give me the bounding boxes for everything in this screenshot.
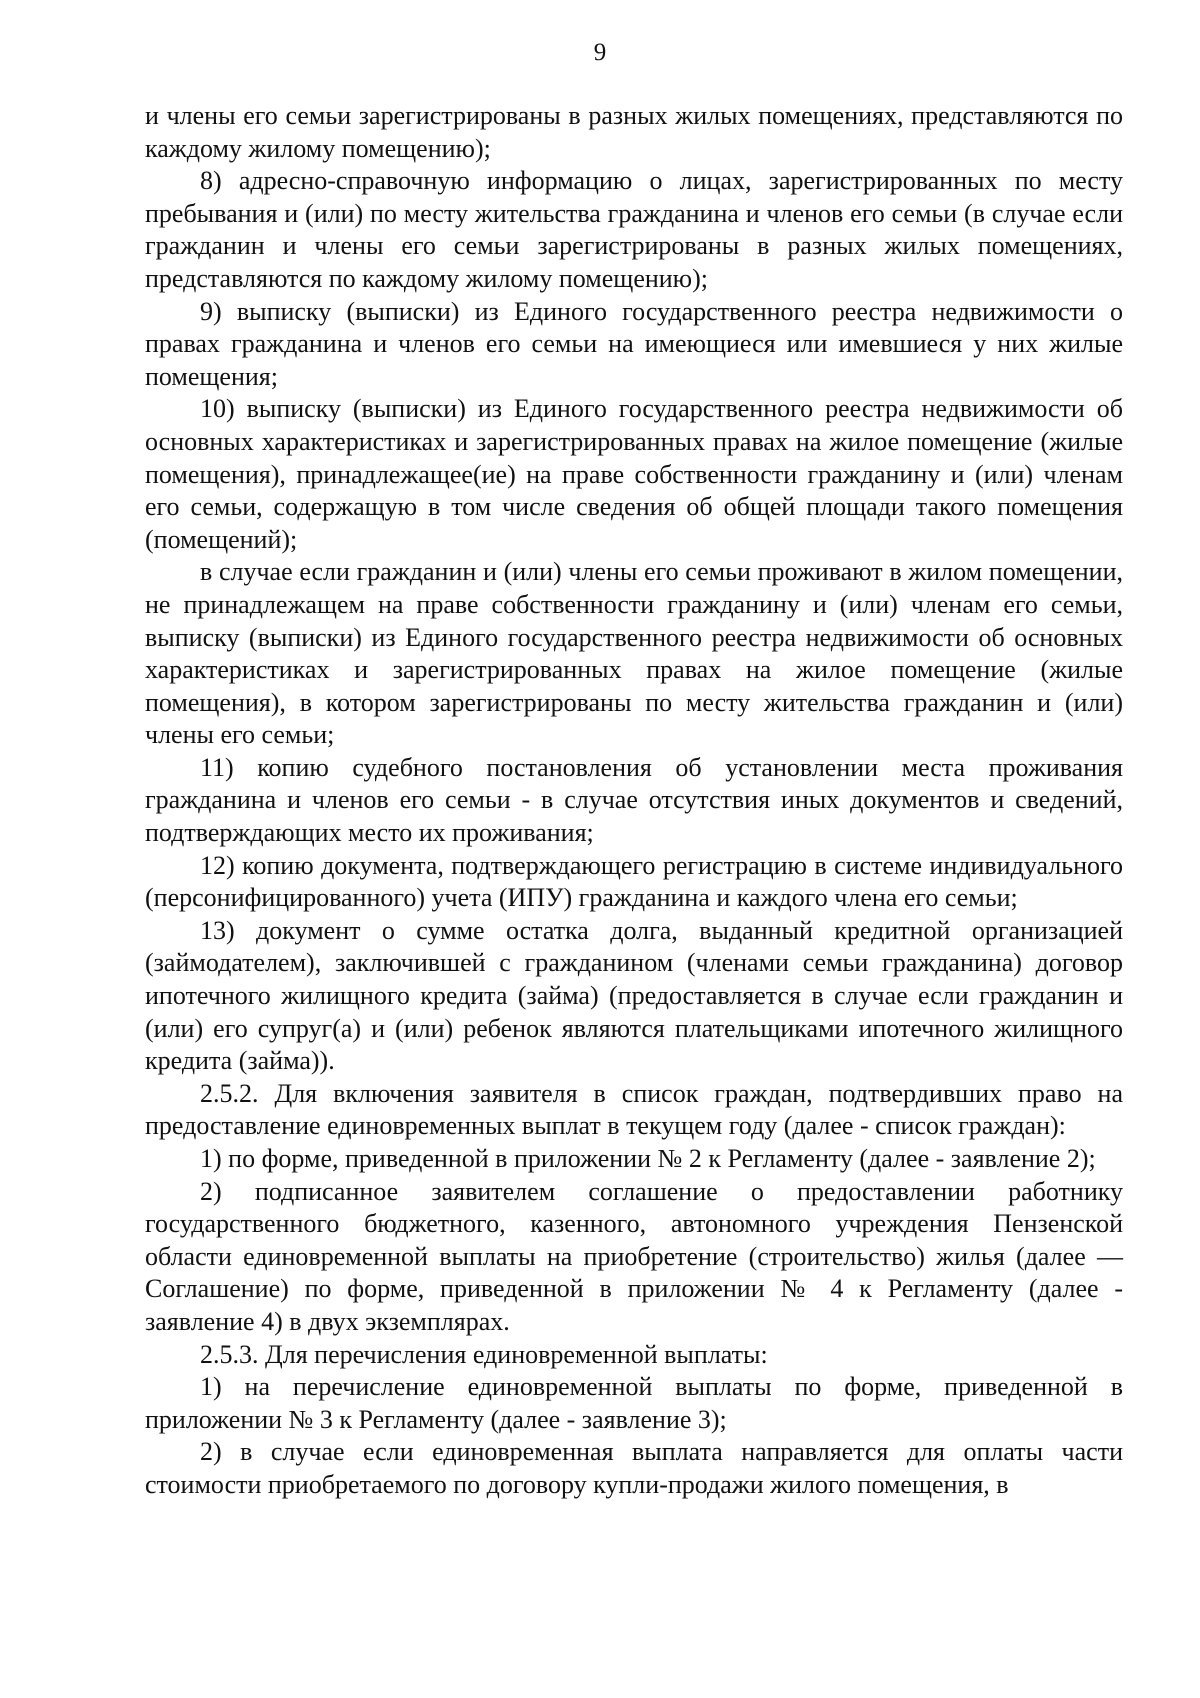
paragraph-item-11: 11) копию судебного постановления об установлении места проживания гражданина и членов его семьи - в случае отсутствия иных документов и сведений, подтверждающих место их проживания; (145, 752, 1123, 848)
paragraph-2-5-3-item-1: 1) на перечисление единовременной выплаты по форме, приведенной в приложении № 3 к Регламенту (далее - заявление 3); (145, 1372, 1123, 1434)
paragraph-item-8: 8) адресно-справочную информацию о лицах, зарегистрированных по месту пребывания и (или) по месту жительства гражданина и членов его семьи (в случае если гражданин и члены его семьи зарегистрированы в разных жилых помещениях, представляются по каждому жилому помещению); (145, 166, 1123, 293)
page-number: 9 (593, 39, 607, 66)
paragraph-item-13: 13) документ о сумме остатка долга, выданный кредитной организацией (займодателем), заключившей с гражданином (членами семьи гражданина) договор ипотечного жилищного кредита (займа) (предоставляется в случае если гражданин и (или) его супруг(а) и (или) ребенок являются плательщиками ипотечного жилищного кредита (займа)). (145, 915, 1123, 1076)
paragraph-section-2-5-2: 2.5.2. Для включения заявителя в список граждан, подтвердивших право на предоставление единовременных выплат в текущем году (далее - список граждан): (145, 1078, 1123, 1141)
paragraph-item-10: 10) выписку (выписки) из Единого государственного реестра недвижимости об основных характеристиках и зарегистрированных правах на жилое помещение (жилые помещения), принадлежащее(ие) на праве собственности гражданину и (или) членам его семьи, содержащую в том числе сведения об общей площади такого помещения (помещений); (145, 394, 1123, 554)
paragraph-item-12: 12) копию документа, подтверждающего регистрацию в системе индивидуального (персонифицированного) учета (ИПУ) гражданина и каждого члена его семьи; (145, 850, 1123, 913)
paragraph-continuation: и члены его семьи зарегистрированы в разных жилых помещениях, представляются по каждому жилому помещению); (145, 101, 1123, 163)
paragraph-2-5-2-item-2: 2) подписанное заявителем соглашение о предоставлении работнику государственного бюджетного, казенного, автономного учреждения Пензенской области единовременной выплаты на приобретение (строительство) жилья (далее — Соглашение) по форме, приведенной в приложении № 4 к Регламенту (далее - заявление 4) в двух экземплярах. (145, 1176, 1123, 1336)
paragraph-2-5-2-item-1: 1) по форме, приведенной в приложении № 2 к Регламенту (далее - заявление 2); (200, 1144, 1096, 1173)
paragraph-section-2-5-3: 2.5.3. Для перечисления единовременной выплаты: (200, 1339, 768, 1369)
paragraph-2-5-3-item-2: 2) в случае если единовременная выплата направляется для оплаты части стоимости приобретаемого по договору купли-продажи жилого помещения, в (145, 1437, 1123, 1499)
document-body (145, 100, 1123, 1502)
paragraph-item-10-case: в случае если гражданин и (или) члены его семьи проживают в жилом помещении, не принадлежащем на праве собственности гражданину и (или) членам его семьи, выписку (выписки) из Единого государственного реестра недвижимости об основных характеристиках и зарегистрированных правах на жилое помещение (жилые помещения), в котором зарегистрированы по месту жительства гражданин и (или) члены его семьи; (145, 557, 1123, 750)
paragraph-item-9: 9) выписку (выписки) из Единого государственного реестра недвижимости о правах гражданина и членов его семьи на имеющиеся или имевшиеся у них жилые помещения; (145, 296, 1123, 391)
